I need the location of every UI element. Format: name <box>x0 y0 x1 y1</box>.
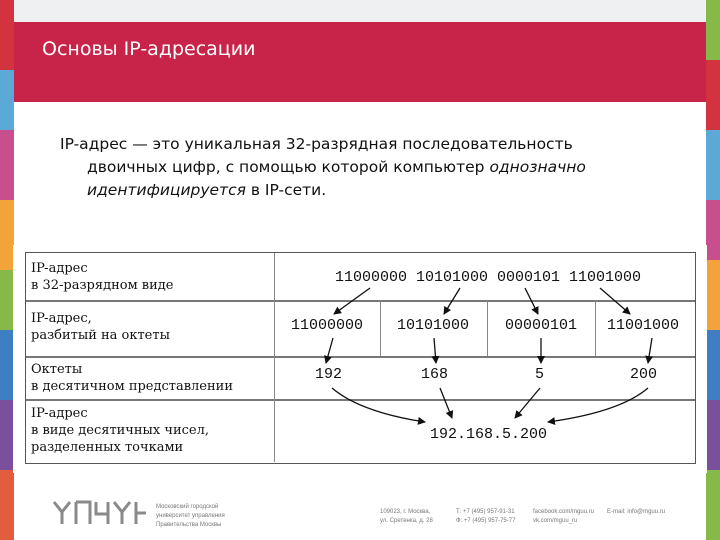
octet-decimal: 200 <box>630 366 658 383</box>
arrow <box>332 388 425 422</box>
arrow <box>334 288 370 314</box>
arrow <box>440 388 452 418</box>
arrow <box>444 288 460 314</box>
footer-social[interactable]: facebook.com/mguu.ru vk.com/mguu_ru <box>533 509 595 524</box>
row3-label: Октеты в десятичном представлении <box>31 362 233 394</box>
octet-decimal: 168 <box>421 366 449 383</box>
row1-label: IP-адрес в 32-разрядном виде <box>31 261 174 293</box>
arrow <box>515 388 540 418</box>
definition-line-1: IP-адрес — это уникальная 32-разрядная последовательность <box>60 135 573 153</box>
definition-line-3: идентифицируется в IP-сети. <box>87 181 327 199</box>
footer-org: Московский городской университет управления Правительства Москвы <box>156 504 225 528</box>
footer-phones: Т: +7 (495) 957-91-31 Ф: +7 (495) 957-75-77 <box>456 509 516 524</box>
octet-decimal: 5 <box>535 366 545 383</box>
arrow <box>548 388 648 422</box>
footer-address: 109023, г. Москва, ул. Сретенка, д. 28 <box>380 509 433 524</box>
arrow <box>434 338 436 363</box>
dotted-decimal-address: 192.168.5.200 <box>430 426 548 443</box>
octet-binary: 11000000 <box>291 317 364 334</box>
arrow <box>648 338 652 363</box>
slide-title: Основы IP-адресации <box>42 38 256 60</box>
octet-binary: 11001000 <box>607 317 680 334</box>
row4-label: IP-адрес в виде десятичных чисел, разделенных точками <box>31 406 209 455</box>
arrow <box>326 338 333 363</box>
octet-binary: 10101000 <box>397 317 470 334</box>
octet-decimal: 192 <box>315 366 343 383</box>
row2-label: IP-адрес, разбитый на октеты <box>31 311 170 343</box>
octet-binary: 00000101 <box>505 317 578 334</box>
arrow <box>600 288 630 314</box>
footer-email[interactable]: E-mail: info@mguu.ru <box>607 509 666 515</box>
university-logo <box>50 500 150 526</box>
arrow <box>525 288 538 314</box>
definition-line-2: двоичных цифр, с помощью которой компьютер однозначно <box>87 158 586 176</box>
binary-address: 11000000 10101000 0000101 11001000 <box>335 269 642 286</box>
